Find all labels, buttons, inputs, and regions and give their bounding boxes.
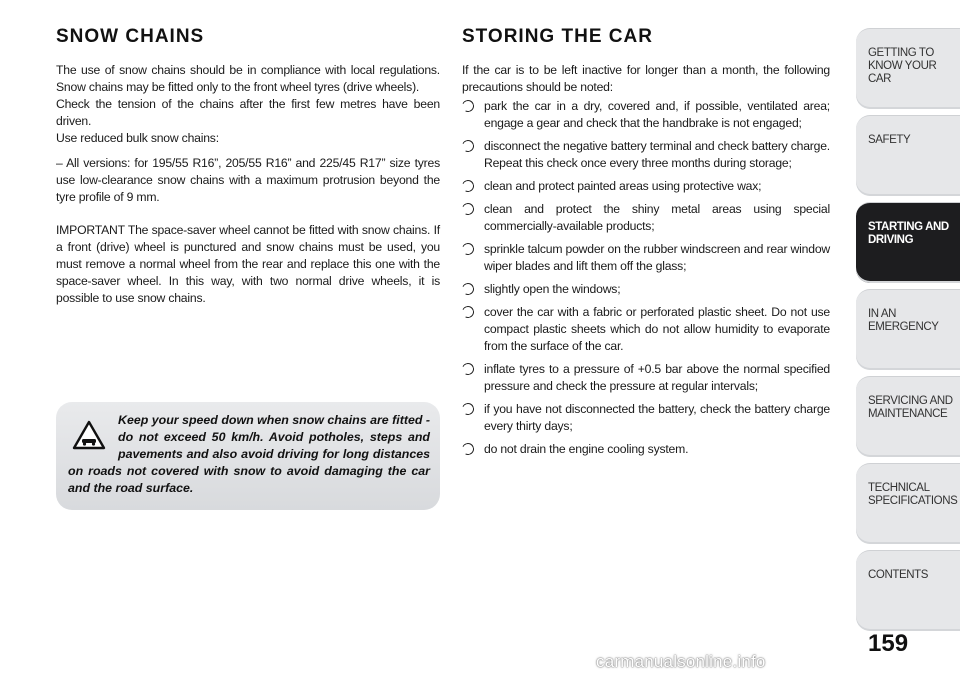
storing-car-list bbox=[462, 98, 830, 458]
list-item: disconnect the negative battery terminal and check battery charge. Repeat this check once every three months during storage; bbox=[462, 138, 830, 172]
warning-box bbox=[56, 402, 440, 510]
list-item: slightly open the windows; bbox=[462, 281, 830, 298]
tab-contents[interactable]: CONTENTS bbox=[856, 550, 960, 631]
bullet-icon bbox=[460, 401, 475, 416]
page-number: 159 bbox=[868, 630, 909, 657]
storing-car-title: STORING THE CAR bbox=[462, 26, 653, 47]
list-item: sprinkle talcum powder on the rubber windscreen and rear window wiper blades and lift them off the glass; bbox=[462, 241, 830, 275]
snow-chains-important: IMPORTANT The space-saver wheel cannot be fitted with snow chains. If a front (drive) wheel is punctured and snow chains must be used, you must remove a normal wheel from the rear and replace this one with the space-saver wheel. In this way, with two normal drive wheels, it is possible to use snow chains. bbox=[56, 223, 440, 305]
storing-car-section bbox=[462, 26, 830, 464]
bullet-icon bbox=[460, 98, 475, 113]
snow-chains-section bbox=[56, 26, 440, 307]
bullet-icon bbox=[460, 201, 475, 216]
list-item: cover the car with a fabric or perforated plastic sheet. Do not use compact plastic sheets which do not allow humidity to evaporate from the surface of the car. bbox=[462, 304, 830, 355]
chapter-tabs bbox=[856, 28, 960, 637]
tab-in-an-emergency[interactable]: IN AN EMERGENCY bbox=[856, 289, 960, 370]
list-item: clean and protect painted areas using protective wax; bbox=[462, 178, 830, 195]
snow-chains-para-1: The use of snow chains should be in compliance with local regulations. Snow chains may be fitted only to the front wheel tyres (drive wheels). bbox=[56, 63, 440, 94]
list-item: clean and protect the shiny metal areas using special commercially-available products; bbox=[462, 201, 830, 235]
bullet-icon bbox=[460, 178, 475, 193]
bullet-icon bbox=[460, 138, 475, 153]
bullet-icon bbox=[460, 281, 475, 296]
snow-chains-para-3: Use reduced bulk snow chains: bbox=[56, 131, 219, 145]
snow-chains-para-2: Check the tension of the chains after the first few metres have been driven. bbox=[56, 97, 440, 128]
snow-chains-title: SNOW CHAINS bbox=[56, 26, 205, 47]
tab-technical-specifications[interactable]: TECHNICAL SPECIFICATIONS bbox=[856, 463, 960, 544]
watermark: carmanualsonline.info bbox=[596, 652, 766, 671]
bullet-icon bbox=[460, 361, 475, 376]
snow-chains-para-4: – All versions: for 195/55 R16”, 205/55 R16” and 225/45 R17” size tyres use low-clearance snow chains with a maximum protrusion beyond the tyre profile of 9 mm. bbox=[56, 156, 440, 204]
tab-safety[interactable]: SAFETY bbox=[856, 115, 960, 196]
list-item: if you have not disconnected the battery, check the battery charge every thirty days; bbox=[462, 401, 830, 435]
tab-getting-to-know-your-car[interactable]: GETTING TO KNOW YOUR CAR bbox=[856, 28, 960, 109]
warning-text: Keep your speed down when snow chains are fitted - do not exceed 50 km/h. Avoid potholes, steps and pavements and also avoid driving for long distances on roads not covered with snow to avoid damaging the car and the road surface. bbox=[68, 413, 430, 495]
list-item: inflate tyres to a pressure of +0.5 bar above the normal specified pressure and check the pressure at regular intervals; bbox=[462, 361, 830, 395]
bullet-icon bbox=[460, 441, 475, 456]
list-item: do not drain the engine cooling system. bbox=[462, 441, 830, 458]
list-item: park the car in a dry, covered and, if possible, ventilated area; engage a gear and check that the handbrake is not engaged; bbox=[462, 98, 830, 132]
bullet-icon bbox=[460, 304, 475, 319]
storing-car-intro: If the car is to be left inactive for longer than a month, the following precautions should be noted: bbox=[462, 63, 830, 94]
tab-servicing-and-maintenance[interactable]: SERVICING AND MAINTENANCE bbox=[856, 376, 960, 457]
bullet-icon bbox=[460, 241, 475, 256]
tab-starting-and-driving[interactable]: STARTING AND DRIVING bbox=[856, 202, 960, 283]
